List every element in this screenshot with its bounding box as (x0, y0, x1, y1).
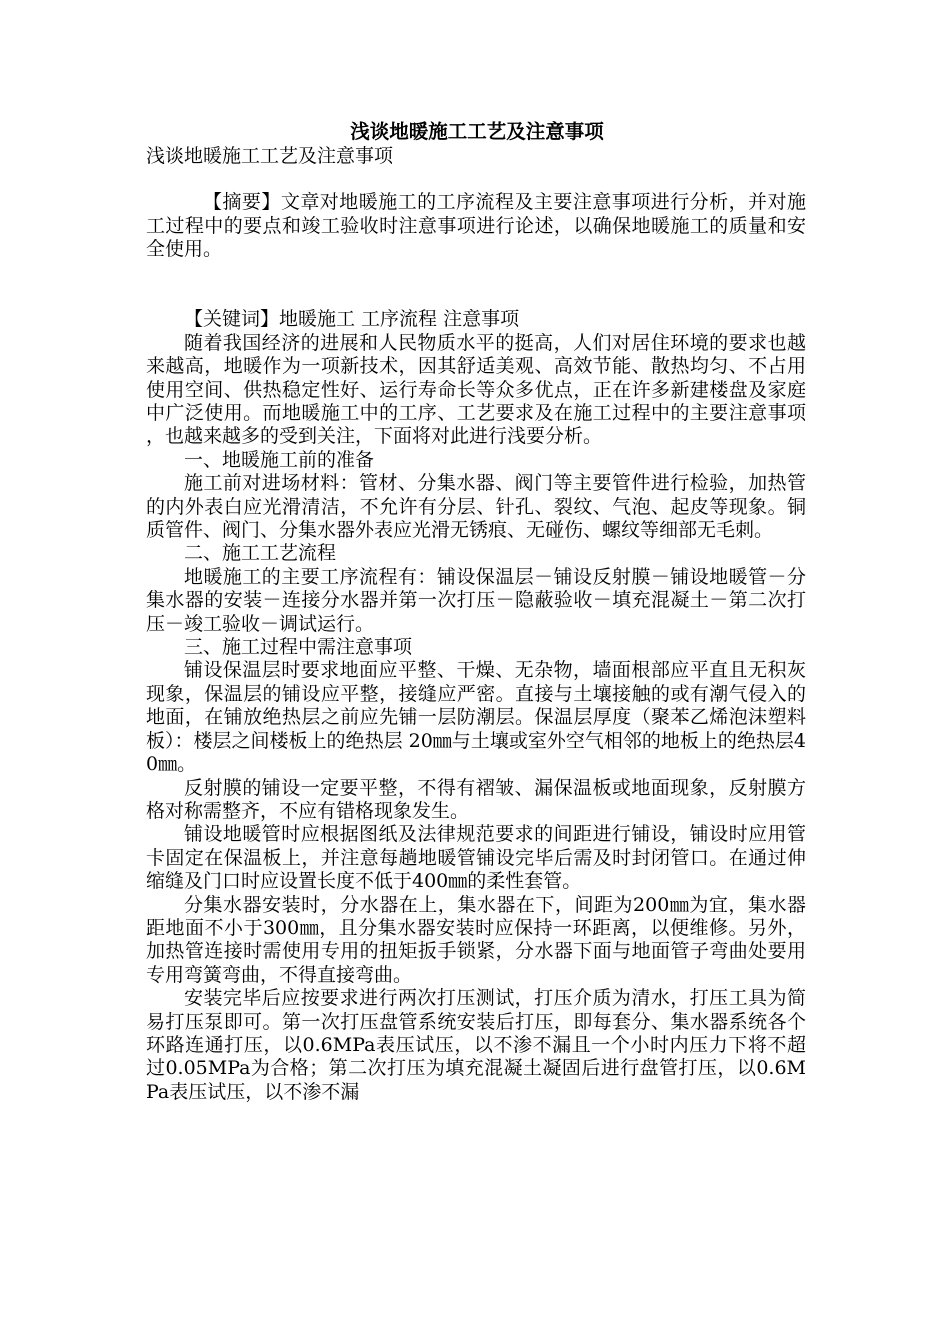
section-preparation-body: 施工前对进场材料：管材、分集水器、阀门等主要管件进行检验，加热管的内外表白应光滑清洁，不允许有分层、针孔、裂纹、气泡、起皮等现象。铜质管件、阀门、分集水器外表应光滑无锈痕、无碰伤、螺纹等细部无毛刺。 (146, 472, 806, 542)
section-heading-process: 二、施工工艺流程 (184, 542, 337, 565)
section-process-body: 地暖施工的主要工序流程有：铺设保温层－铺设反射膜－铺设地暖管－分集水器的安装－连接分水器并第一次打压－隐蔽验收－填充混凝土－第二次打压－竣工验收－调试运行。 (146, 565, 806, 635)
precautions-pressure-test-paragraph: 安装完毕后应按要求进行两次打压测试，打压介质为清水，打压工具为简易打压泵即可。第一次打压盘管系统安装后打压，即每套分、集水器系统各个环路连通打压，以0.6MPa表压试压，以不渗不漏且一个小时内压力下将不超过0.05MPa为合格；第二次打压为填充混凝土凝固后进行盘管打压，以0.6MPa表压试压，以不渗不漏 (146, 987, 806, 1103)
document-title: 浅谈地暖施工工艺及注意事项 (350, 120, 604, 143)
blank-line (146, 262, 806, 285)
document-page (146, 120, 806, 1104)
precautions-pipe-laying-paragraph: 铺设地暖管时应根据图纸及法律规范要求的间距进行铺设，铺设时应用管卡固定在保温板上，并注意每趟地暖管铺设完毕后需及时封闭管口。在通过伸缩缝及门口时应设置长度不低于400㎜的柔性套管。 (146, 823, 806, 893)
document-subtitle: 浅谈地暖施工工艺及注意事项 (146, 145, 394, 167)
precautions-manifold-paragraph: 分集水器安装时，分水器在上，集水器在下，间距为200㎜为宜，集水器距地面不小于300㎜，且分集水器安装时应保持一环距离，以便维修。另外，加热管连接时需使用专用的扭矩扳手锁紧，分水器下面与地面管子弯曲处要用专用弯簧弯曲，不得直接弯曲。 (146, 893, 806, 986)
blank-line (146, 285, 806, 308)
abstract-paragraph: 【摘要】文章对地暖施工的工序流程及主要注意事项进行分析，并对施工过程中的要点和竣工验收时注意事项进行论述，以确保地暖施工的质量和安全使用。 (146, 191, 806, 261)
section-heading-precautions: 三、施工过程中需注意事项 (184, 636, 413, 659)
intro-paragraph: 随着我国经济的进展和人民物质水平的挺高，人们对居住环境的要求也越来越高，地暖作为一项新技术，因其舒适美观、高效节能、散热均匀、不占用使用空间、供热稳定性好、运行寿命长等众多优点，正在许多新建楼盘及家庭中广泛使用。而地暖施工中的工序、工艺要求及在施工过程中的主要注意事项，也越来越多的受到关注，下面将对此进行浅要分析。 (146, 331, 806, 448)
section-heading-preparation: 一、地暖施工前的准备 (184, 448, 375, 471)
precautions-insulation-paragraph: 铺设保温层时要求地面应平整、干燥、无杂物，墙面根部应平直且无积灰现象，保温层的铺设应平整，接缝应严密。直接与土壤接触的或有潮气侵入的地面，在铺放绝热层之前应先铺一层防潮层。保温层厚度（聚苯乙烯泡沫塑料板）：楼层之间楼板上的绝热层 20㎜与土壤或室外空气相邻的地板上的绝热层40㎜。 (146, 659, 806, 776)
blank-line (146, 168, 806, 191)
keywords-line: 【关键词】地暖施工 工序流程 注意事项 (184, 308, 520, 331)
precautions-reflective-film-paragraph: 反射膜的铺设一定要平整，不得有褶皱、漏保温板或地面现象，反射膜方格对称需整齐，不应有错格现象发生。 (146, 776, 806, 822)
